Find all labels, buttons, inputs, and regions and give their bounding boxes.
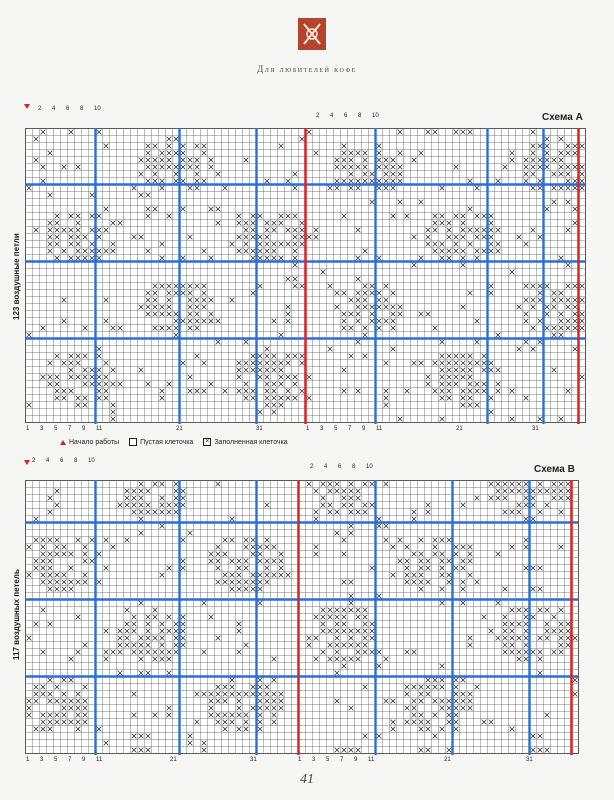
column-number: 7 [340, 757, 344, 763]
column-number: 2 [310, 464, 314, 470]
column-number: 8 [358, 113, 362, 119]
column-number: 10 [366, 464, 373, 470]
scheme-b-side-label: 117 воздушных петель [12, 569, 21, 660]
filled-cell-icon: × [205, 438, 210, 445]
column-number: 31 [256, 426, 263, 432]
column-number: 3 [312, 757, 316, 763]
column-number: 6 [344, 113, 348, 119]
start-marker-icon [60, 440, 66, 445]
column-number: 7 [68, 757, 72, 763]
column-number: 9 [362, 426, 366, 432]
scheme-b-grid [25, 480, 580, 755]
legend-start [60, 439, 119, 446]
column-number: 6 [66, 106, 70, 112]
scheme-a-side-label: 123 воздушные петли [12, 233, 21, 320]
column-number: 2 [32, 458, 36, 464]
legend-empty-label: Пустая клеточка [140, 438, 194, 446]
legend-filled-label: Заполненная клеточка [214, 438, 288, 446]
column-number: 10 [372, 113, 379, 119]
column-number: 21 [176, 426, 183, 432]
column-number: 4 [324, 464, 328, 470]
page-number: 41 [300, 772, 314, 787]
column-number: 3 [40, 757, 44, 763]
column-number: 3 [320, 426, 324, 432]
legend [60, 438, 288, 446]
column-number: 11 [96, 426, 103, 432]
column-number: 10 [88, 458, 95, 464]
column-number: 3 [40, 426, 44, 432]
column-number: 4 [46, 458, 50, 464]
coffee-logo-icon [298, 18, 326, 50]
column-number: 1 [298, 757, 302, 763]
column-number: 5 [54, 757, 58, 763]
column-number: 21 [456, 426, 463, 432]
column-number: 21 [170, 757, 177, 763]
column-number: 9 [82, 757, 86, 763]
column-number: 6 [60, 458, 64, 464]
page-header-title: Для любителей кофе [257, 64, 357, 74]
column-number: 4 [330, 113, 334, 119]
column-number: 31 [532, 426, 539, 432]
scheme-b-start-marker [24, 460, 30, 465]
column-number: 31 [250, 757, 257, 763]
column-number: 1 [26, 757, 30, 763]
column-number: 1 [26, 426, 30, 432]
empty-cell-icon [129, 438, 137, 446]
column-number: 1 [306, 426, 310, 432]
column-number: 8 [80, 106, 84, 112]
column-number: 11 [96, 757, 103, 763]
column-number: 5 [326, 757, 330, 763]
scheme-a-start-marker [24, 104, 30, 109]
column-number: 9 [354, 757, 358, 763]
legend-filled [203, 438, 287, 446]
column-number: 11 [376, 426, 383, 432]
column-number: 8 [352, 464, 356, 470]
column-number: 2 [316, 113, 320, 119]
column-number: 8 [74, 458, 78, 464]
column-number: 5 [54, 426, 58, 432]
scheme-a-grid [25, 128, 587, 424]
column-number: 6 [338, 464, 342, 470]
legend-empty [129, 438, 193, 446]
scheme-a-title: Схема А [542, 112, 583, 123]
column-number: 9 [82, 426, 86, 432]
column-number: 21 [444, 757, 451, 763]
column-number: 11 [368, 757, 375, 763]
column-number: 7 [68, 426, 72, 432]
scheme-b-title: Схема В [534, 464, 575, 475]
legend-start-label: Начало работы [69, 438, 120, 446]
column-number: 4 [52, 106, 56, 112]
column-number: 31 [526, 757, 533, 763]
column-number: 5 [334, 426, 338, 432]
column-number: 7 [348, 426, 352, 432]
column-number: 10 [94, 106, 101, 112]
column-number: 2 [38, 106, 42, 112]
